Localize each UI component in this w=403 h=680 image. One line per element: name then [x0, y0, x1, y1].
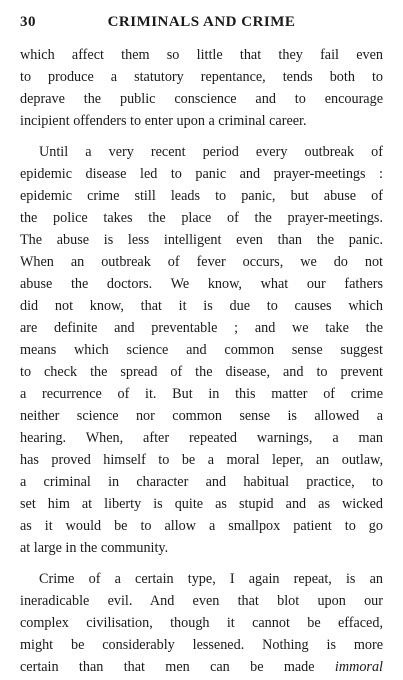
text-line: The abuse is less intelligent even than the panic.: [20, 232, 383, 248]
text-line: hearing. When, after repeated warnings, a man: [20, 430, 383, 446]
text-line: [20, 656, 383, 678]
text-line: to check the spread of the disease, and to prevent: [20, 364, 383, 380]
text-line: Crime of a certain type, I again repeat, is an: [39, 571, 383, 587]
text-line: incipient offenders to enter upon a criminal career.: [20, 113, 307, 129]
text-line: deprave the public conscience and to encourage: [20, 91, 383, 107]
text-line: did not know, that it is due to causes which: [20, 298, 383, 314]
text-line: the police takes the place of the prayer-meetings.: [20, 210, 383, 226]
text-line: ineradicable evil. And even that blot upon our: [20, 593, 383, 609]
text-line: set him at liberty is quite as stupid and as wicked: [20, 496, 383, 512]
text-line: a criminal in character and habitual practice, to: [20, 474, 383, 490]
text-line: neither science nor common sense is allowed a: [20, 408, 383, 424]
text-line: a recurrence of it. But in this matter of crime: [20, 386, 383, 402]
text-line: as it would be to allow a smallpox patient to go: [20, 518, 383, 534]
text-line: are definite and preventable ; and we take the: [20, 320, 383, 336]
text-line: at large in the community.: [20, 540, 169, 556]
text-line: epidemic crime still leads to panic, but abuse of: [20, 188, 383, 204]
text-line: abuse the doctors. We know, what our fathers: [20, 276, 383, 292]
text-line: When an outbreak of fever occurs, we do not: [20, 254, 383, 270]
text-line: means which science and common sense suggest: [20, 342, 383, 358]
text-line: has proved himself to be a moral leper, an outlaw,: [20, 452, 383, 468]
text-line: which affect them so little that they fail even: [20, 47, 383, 63]
text-line: to produce a statutory repentance, tends both to: [20, 69, 383, 85]
page-header: [20, 14, 383, 34]
text-line: complex civilisation, though it cannot be effaced,: [20, 615, 383, 631]
italic-word: immoral: [334, 659, 383, 675]
text-line: epidemic disease led to panic and prayer-meetings :: [20, 166, 383, 182]
text-line: might be considerably lessened. Nothing is more: [20, 637, 383, 653]
text-line-start: certain than that men can be made: [20, 659, 335, 675]
running-head: CRIMINALS AND CRIME: [107, 14, 296, 30]
text-line: Until a very recent period every outbreak of: [39, 144, 383, 160]
page-number: 30: [20, 14, 36, 30]
